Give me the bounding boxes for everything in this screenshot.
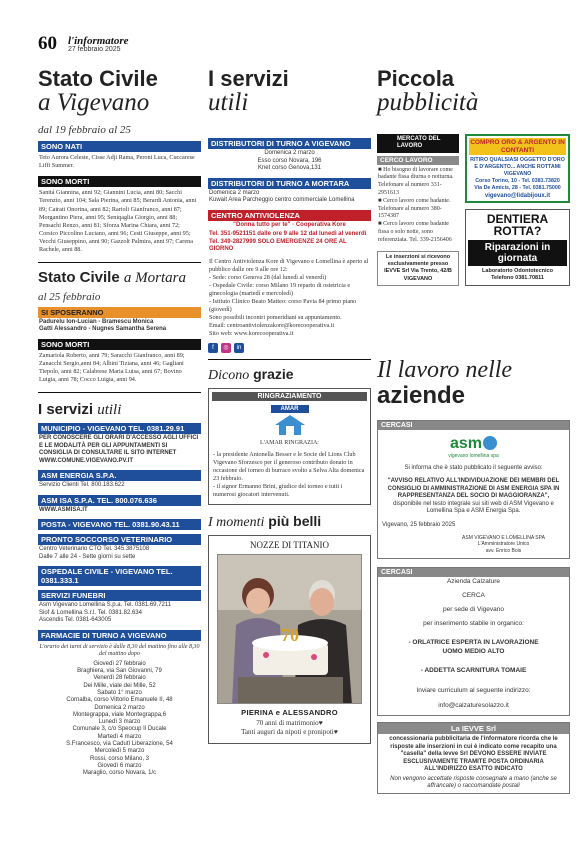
column-servizi (208, 68, 371, 744)
compro-oro-text: RITIRO QUALSIASI OGGETTO D'ORO E D'ARGENTO... ANCHE ROTTAMI VIGEVANO Corso Torino, 10 - Tel. 0381.73820 Via De Amicis, 28 - Tel. 0381.75000 (470, 157, 565, 191)
cercasi-asm-bold: "AVVISO RELATIVO ALL'INDIVIDUAZIONE DEI MEMBRI DEL CONSIGLIO DI AMMINISTRAZIONE DI ASM ENERGIA SPA IN RAPPRESENTANZA DEL SOCIO DI MAGGIORANZA", (387, 478, 560, 500)
amar-logo (271, 405, 309, 439)
asm-isa-bar: ASM ISA S.P.A. TEL. 800.076.636 (38, 495, 201, 506)
farmacie-text: Giovedì 27 febbraio Braghiera, via San Giovanni, 79 Venerdì 28 febbraio Dei Mille, viale dei Mille, 52 Sabato 1° marzo Cornalba, corso Vittorio Emanuele II, 48 Domenica 2 marzo Montegrappa, viale Montegrappa,6 Lunedì 3 marzo Comunale 3, c/o Speocup Il Ducale Martedì 4 marzo S.Francesco, via Cadutì Liberazione, 54 Mercoledì 5 marzo Rossi, corso Milano, 3 Giovedì 6 marzo Maraglio, corso Novara, 1/c (66, 660, 173, 777)
compro-oro-title: COMPRO ORO & ARGENTO IN CONTANTI (470, 139, 565, 154)
divider (208, 359, 371, 360)
cercasi-bar: CERCASI (378, 421, 569, 430)
distributori-vigevano-bar: DISTRIBUTORI DI TURNO A VIGEVANO (208, 138, 371, 149)
calzature-sede: per sede di Vigevano (443, 606, 504, 614)
municipio-text: PER CONOSCERE GLI ORARI D'ACCESSO AGLI UFFICI E LE MODALITÀ PER GLI APPUNTAMENTI SI CONSIGLIA DI CONSULTARE IL SITO INTERNET WWW.COMUNE.VIGEVANO.PV.IT (39, 435, 199, 464)
lavoro-bold: aziende (377, 382, 466, 410)
page-header (38, 33, 570, 57)
sono-nati-bar: SONO NATI (38, 141, 201, 152)
cercasi-asm-box (377, 420, 570, 559)
calzature-role-1: - ORLATRICE ESPERTA IN LAVORAZIONE UOMO MEDIO ALTO (408, 639, 539, 655)
sposeranno-bar: SI SPOSERANNO (38, 307, 201, 318)
pronto-soccorso-text: Centro Veterinario CTO Tel. 345.3875108 Dalle 7 alle 24 - Sette giorni su sette (39, 546, 150, 560)
farmacie-intro: L'orario dei turni di servizio è dalle 8,30 del mattino fino alle 8,30 del mattino dopo (39, 643, 200, 658)
inserzioni-box: Le inserzioni si ricevono esclusivamente presso IEVVE Srl Via Trento, 42/B VIGEVANO (377, 251, 459, 287)
dentiera-ad[interactable] (465, 209, 570, 286)
servizi-utili-title (38, 401, 201, 419)
servizi-title: I servizi (208, 66, 289, 91)
amar-logo-text: AMAR (271, 405, 309, 413)
posta-bar: POSTA - VIGEVANO TEL. 0381.90.43.11 (38, 519, 201, 530)
house-icon (271, 413, 309, 437)
dentiera-title: DENTIERA ROTTA? (486, 211, 549, 239)
sposeranno-text: Padurelu Ion-Lucian - Bramescu Monica Gatti Alessandro - Nugnes Samantha Serena (39, 318, 167, 333)
ievve-box (377, 722, 570, 794)
nozze-names: PIERINA e ALESSANDRO (241, 708, 338, 718)
pubblicita-subtitle: pubblicità (377, 89, 479, 116)
momenti-bold: più belli (268, 513, 322, 530)
asm-logo-text: asm (449, 434, 483, 452)
couple-image (218, 555, 362, 704)
mortara-morti-bar: SONO MORTI (38, 339, 201, 350)
issue-date: 27 febbraio 2025 (68, 46, 121, 53)
asm-energia-bar: ASM ENERGIA S.P.A. (38, 470, 201, 481)
divider (38, 262, 201, 263)
vigevano-subtitle: a Vigevano (38, 89, 150, 116)
farmacie-bar: FARMACIE DI TURNO A VIGEVANO (38, 630, 201, 641)
instagram-icon[interactable]: ◎ (221, 343, 231, 353)
calzature-cerca: CERCA (462, 592, 485, 599)
cerco-lavoro-bar: CERCO LAVORO (377, 156, 459, 165)
mortara-morti-text: Zamariola Roberto, anni 79; Saracchi Gianfranco, anni 89; Zanacchi Sergio,anni 84; Albini Tiziana, anni 46; Gagliani Tiepolo, anni 82; Calabrese Maria Luisa, anni 67; Bovino Luigia, anni 78; Cocco Luigia, anni 94. (39, 351, 185, 384)
nozze-text: 70 anni di matrimonio♥ Tanti auguri da nipoti e pronipoti♥ (241, 719, 338, 737)
mercato-lavoro (377, 134, 459, 286)
cercasi-asm-intro: Si informa che è stato pubblicato il seguente avviso: (404, 464, 543, 471)
servizi-title-bold: I servizi (38, 401, 94, 419)
servizi-title-ital: utili (97, 402, 122, 419)
pronto-soccorso-bar: PRONTO SOCCORSO VETERINARIO (38, 534, 201, 545)
dicono-bold: grazie (253, 366, 294, 383)
mortara-title-ital: a Mortara (123, 269, 186, 286)
distributori-vigevano-text: Domenica 2 marzo Esso corso Novara, 196 Knet corso Genova,131 (257, 150, 322, 172)
lavoro-aziende-title (377, 358, 570, 409)
stato-civile-title: Stato Civile (38, 66, 158, 91)
sono-morti-bar: SONO MORTI (38, 176, 201, 187)
sono-morti-text: Sanitá Giannina, anni 92; Giannini Lucia, anni 80; Sacchi Terenzio, anni 104; Sala Pierina, anni 85; Berardi Antonia, anni 89; Cairati Onorina, anni 82; Rarioli Gianfranco, anni 87; Morgantino Piera, anni 95; Seniqaglia Giorgio, anni 88; Pensachi Renzo, anni 81; Sforza Marina Chiara, anni 72; Corsico Piccolino Luciano, anni 96; Cesti Giuseppe, anni 95; Vecchi Giuseppino, anni 90; Gazzolt Palmira, anni 97; Carena Rachele, anni 88. (39, 189, 197, 253)
servizi-subtitle: utili (208, 89, 249, 116)
ringraziamento-text: - la presidente Antonella Besser e le Socie del Lions Club Vigevano Sforzesco per il generoso contributo donato in occasione del torneo di burraco svolto a Selva Alta domenica 23 febbraio. - il signor Ermanno Brini, giudice del torneo e tutti i numerosi giocatori intervenuti. (213, 450, 365, 499)
cercasi-calzature-box (377, 567, 570, 716)
sono-nati-text: Teto Aurora Celeste, Cisse Adji Rama, Peroni Luca, Cuccarese Liffi Summer. (39, 154, 195, 170)
classifieds-area (377, 134, 570, 344)
column-stato-civile (38, 68, 201, 779)
mortara-title (38, 269, 201, 287)
ringraziamento-box (208, 388, 371, 505)
calzature-email[interactable]: info@calzaturesolazzo.it (438, 701, 509, 709)
compro-oro-ad[interactable] (465, 134, 570, 202)
calzature-role-2: - ADDETTA SCARNITURA TOMAIE (420, 666, 527, 674)
couple-photo (217, 554, 362, 704)
mercato-bar: MERCATO DEL LAVORO (377, 134, 459, 152)
cerco-lavoro-text: ■ Ho bisogno di lavorare come badante fissa diurna o notturna. Telefonare al numero 331-2951613 ■ Cerco lavoro come badante. Telefonare al numero 380-1574387 ■ Cerco lavoro come badante fissa o solo notte, sono referenziata. Tel. 339-2156406 (378, 166, 454, 243)
calzature-company: Azienda Calzature (446, 577, 501, 585)
column-pubblicita (377, 68, 570, 794)
distributori-mortara-text: Domenica 2 marzo Kuwait Area Parcheggio centro commerciale Lomellina (209, 189, 355, 204)
cake-number: 70 (281, 625, 299, 646)
cercasi-asm-sign: ASM VIGEVANO E LOMELLINA SPA L'Amministratore Unico avv. Enrico Bois (462, 535, 545, 554)
ringraziamento-bar: RINGRAZIAMENTO (212, 392, 367, 401)
dentiera-text: Laboratorio Odontotecnico Telefono 0381.70811 (482, 267, 553, 281)
ads-column (465, 134, 570, 286)
mortara-dates: al 25 febbraio (38, 290, 101, 303)
dicono-ital: Dicono (208, 368, 250, 384)
mortara-title-bold: Stato Civile (38, 268, 120, 286)
momenti-ital: I momenti (208, 515, 265, 531)
dicono-grazie-title (208, 366, 371, 384)
asm-isa-text: WWW.ASMISA.IT (39, 506, 88, 513)
funebri-text: Asm Vigevano Lomellina S.p.a. Tel. 0381.69.7211 Siof & Lomellina S.r.l. Tel. 0381.82.634 Ascendis Tel. 0381-643005 (39, 602, 172, 624)
asm-energia-text: Servizio Clienti Tel. 800.183.622 (39, 482, 125, 489)
facebook-icon[interactable]: f (208, 343, 218, 353)
page-number: 60 (38, 33, 57, 54)
asm-logo-icon (483, 436, 497, 450)
funebri-bar: SERVIZI FUNEBRI (38, 590, 201, 601)
social-icons (208, 343, 371, 353)
linkedin-icon[interactable]: in (234, 343, 244, 353)
nozze-box (208, 535, 371, 744)
nozze-title: NOZZE DI TITANIO (249, 540, 330, 551)
antiviolenza-bar: CENTRO ANTIVIOLENZA (208, 210, 371, 221)
cercasi-asm-date: Vigevano, 25 febbraio 2025 (382, 521, 456, 528)
asm-logo (378, 435, 569, 459)
divider (38, 392, 201, 393)
asm-logo-sub: vigevano lomellina spa (448, 452, 499, 459)
lavoro-ital: Il lavoro nelle (377, 357, 513, 384)
cercasi-bar-2: CERCASI (378, 568, 569, 577)
calzature-cv: Inviare curriculum al seguente indirizzo: (416, 686, 531, 694)
ringraziamento-subtitle: L'AMAR RINGRAZIA: (260, 440, 319, 447)
antiviolenza-tel: Tel. 351-9521151 dalle ore 9 alle 12 dal lunedì al venerdì Tel. 349-2827999 SOLO EMERGENZE 24 ORE AL GIORNO (209, 231, 367, 253)
antiviolenza-text: Il Centro Antiviolenza Kore di Vigevano e Lomellina è aperto al pubblico dalle ore 9 alle ore 12: - Sede: corso Genova 28 (dal lunedì al venerdì) - Ospedale Civile: corso Milano 19 reparto di ostetricia e ginecologia (martedì e mercoledì) - Istituto Clinico Beato Matteo: corso Pavia 84 primo piano (giovedì) Sono possibili incontri pomeridiani su appuntamento. Email: centroantiviolenzakore@korecooperativa.it Sito web: www.korecooperativa.it (209, 257, 369, 338)
calzature-intro: per inserimento stabile in organico: (423, 620, 524, 628)
municipio-bar: MUNICIPIO - VIGEVANO TEL. 0381.29.91 (38, 423, 201, 434)
compro-oro-email[interactable]: vigevano@lidabijoux.it (484, 192, 551, 199)
ospedale-bar: OSPEDALE CIVILE - VIGEVANO TEL. 0381.333.1 (38, 566, 201, 586)
ievve-bar: La IEVVE Srl (378, 723, 569, 734)
dentiera-sub: Riparazioni in giornata (468, 240, 567, 266)
ievve-text: concessionaria pubblicitaria de l'informatore ricorda che le risposte alle inserzioni in cui è indicato come recapito una "casella" della Ievve Srl DEVONO ESSERE INVIATE ESCLUSIVAMENTE TRAMITE POSTA ORDINARIA ALL'INDIRIZZO ESATTO INDICATO (389, 736, 558, 772)
antiviolenza-sub: "Donna tutto per te" · Cooperativa Kore (233, 221, 346, 228)
distributori-mortara-bar: DISTRIBUTORI DI TURNO A MORTARA (208, 178, 371, 189)
brand-name: l'informatore (68, 35, 129, 47)
stato-civile-dates: dal 19 febbraio al 25 (38, 124, 131, 137)
piccola-title: Piccola (377, 66, 455, 91)
momenti-title (208, 513, 371, 531)
ievve-foot: Non vengono accettate risposte consegnate a mano (anche se affrancate) o raccomandate postali (390, 775, 557, 789)
cercasi-asm-text2: disponibile nel testo integrale sui siti web di ASM Vigevano e Lomellina Spa e ASM Energia Spa. (393, 500, 554, 515)
